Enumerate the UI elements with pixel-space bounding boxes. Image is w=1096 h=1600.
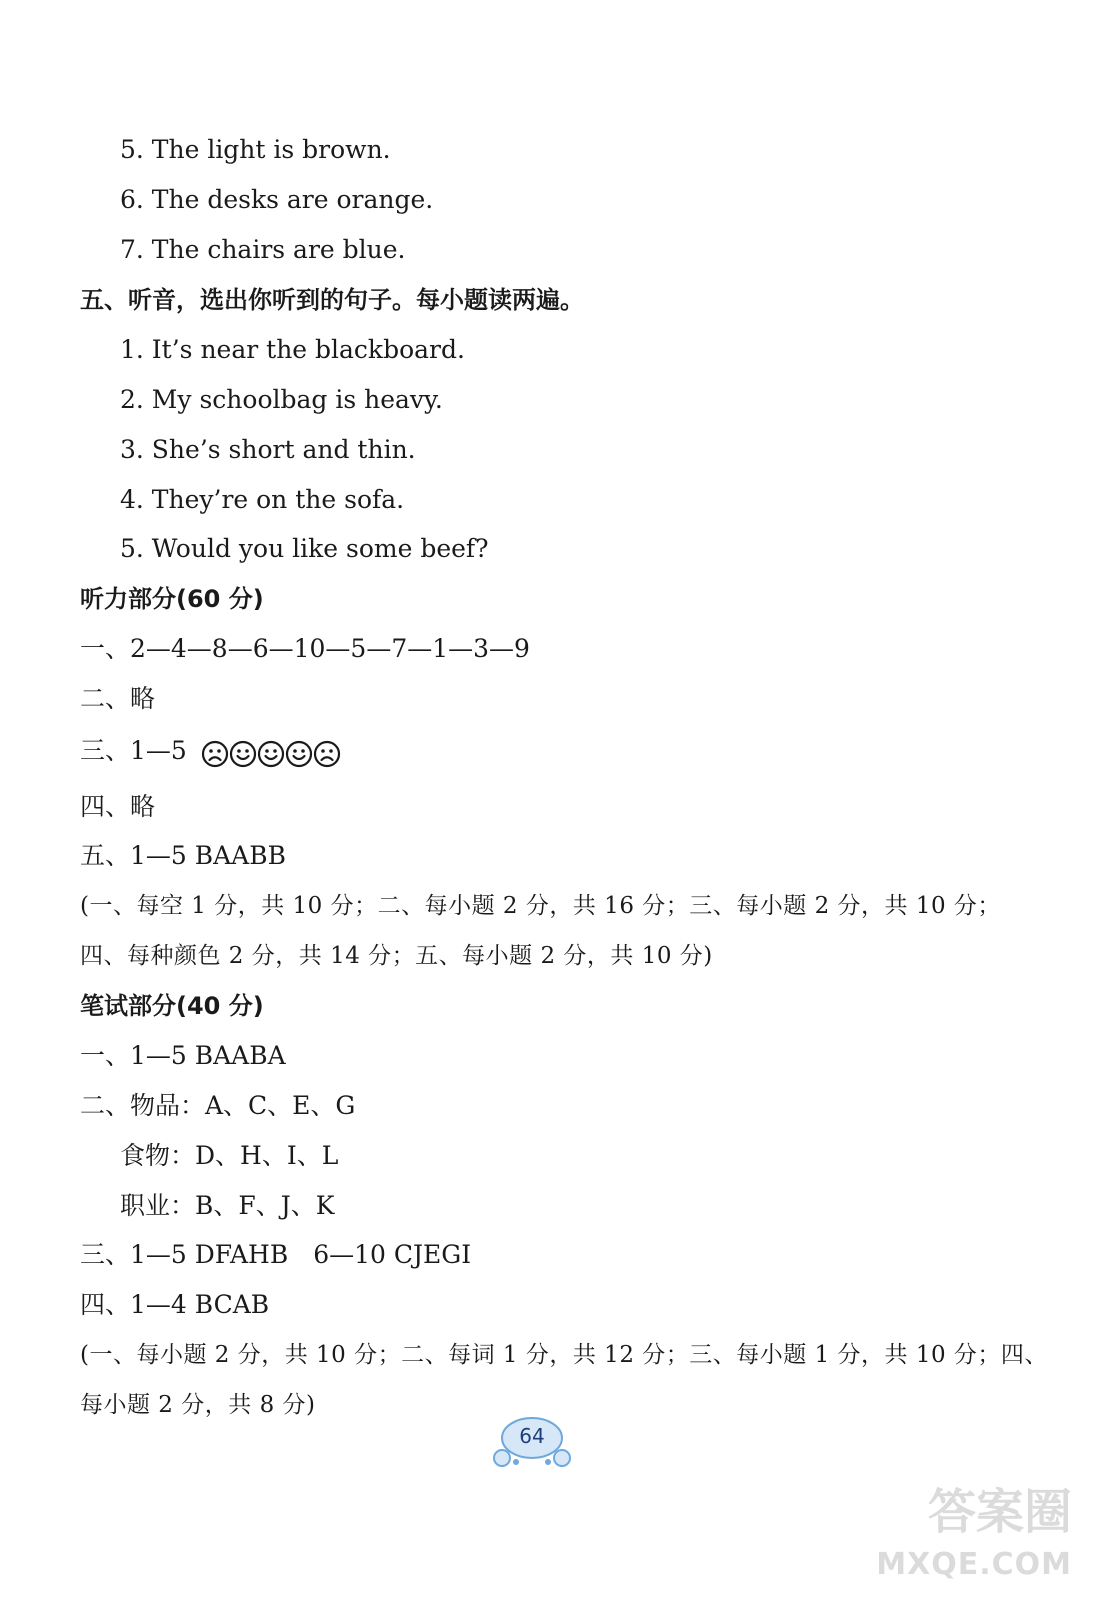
page-number-badge xyxy=(492,1412,572,1472)
score-note: (一、每空 1 分，共 10 分；二、每小题 2 分，共 16 分；三、每小题 2 分，共 10 分； xyxy=(80,893,1001,919)
face-icons xyxy=(201,735,341,771)
watermark-url: MXQE.COM xyxy=(876,1547,1072,1582)
happy-face-icon xyxy=(229,740,257,768)
watermark-logo: 答案圈 xyxy=(927,1484,1072,1540)
text-line: 3. She’s short and thin. xyxy=(120,435,416,464)
answer-line: 四、1—4 BCAB xyxy=(80,1290,270,1319)
answer-line: 二、略 xyxy=(80,684,156,713)
answer-line: 三、1—5 DFAHB 6—10 CJEGI xyxy=(80,1240,472,1269)
score-note: 四、每种颜色 2 分，共 14 分；五、每小题 2 分，共 10 分) xyxy=(80,943,713,969)
text-line: 6. The desks are orange. xyxy=(120,185,434,214)
sad-face-icon xyxy=(313,740,341,768)
written-part-heading: 笔试部分(40 分) xyxy=(80,992,264,1020)
answer-line: 职业：B、F、J、K xyxy=(120,1191,335,1220)
text-line: 5. The light is brown. xyxy=(120,135,391,164)
answer-line: 食物：D、H、I、L xyxy=(120,1141,339,1170)
answer-line: 五、1—5 BAABB xyxy=(80,841,286,870)
text-line: 7. The chairs are blue. xyxy=(120,235,406,264)
answer-label: 三、1—5 xyxy=(80,736,187,765)
happy-face-icon xyxy=(285,740,313,768)
text-line: 1. It’s near the blackboard. xyxy=(120,335,465,364)
happy-face-icon xyxy=(257,740,285,768)
score-note: 每小题 2 分，共 8 分) xyxy=(80,1392,316,1418)
section-heading: 五、听音，选出你听到的句子。每小题读两遍。 xyxy=(80,286,584,314)
answer-line: 二、物品：A、C、E、G xyxy=(80,1091,356,1120)
answer-line: 一、1—5 BAABA xyxy=(80,1041,286,1070)
answer-line-faces xyxy=(80,733,341,769)
score-note: (一、每小题 2 分，共 10 分；二、每词 1 分，共 12 分；三、每小题 1 分，共 10 分；四、 xyxy=(80,1342,1048,1368)
answer-line: 四、略 xyxy=(80,792,156,821)
text-line: 5. Would you like some beef? xyxy=(120,534,489,563)
listening-part-heading: 听力部分(60 分) xyxy=(80,585,264,613)
text-line: 2. My schoolbag is heavy. xyxy=(120,385,443,414)
watermark xyxy=(872,1462,1072,1582)
sad-face-icon xyxy=(201,740,229,768)
text-line: 4. They’re on the sofa. xyxy=(120,485,405,514)
answer-line: 一、2—4—8—6—10—5—7—1—3—9 xyxy=(80,634,530,663)
page-number: 64 xyxy=(519,1424,545,1448)
